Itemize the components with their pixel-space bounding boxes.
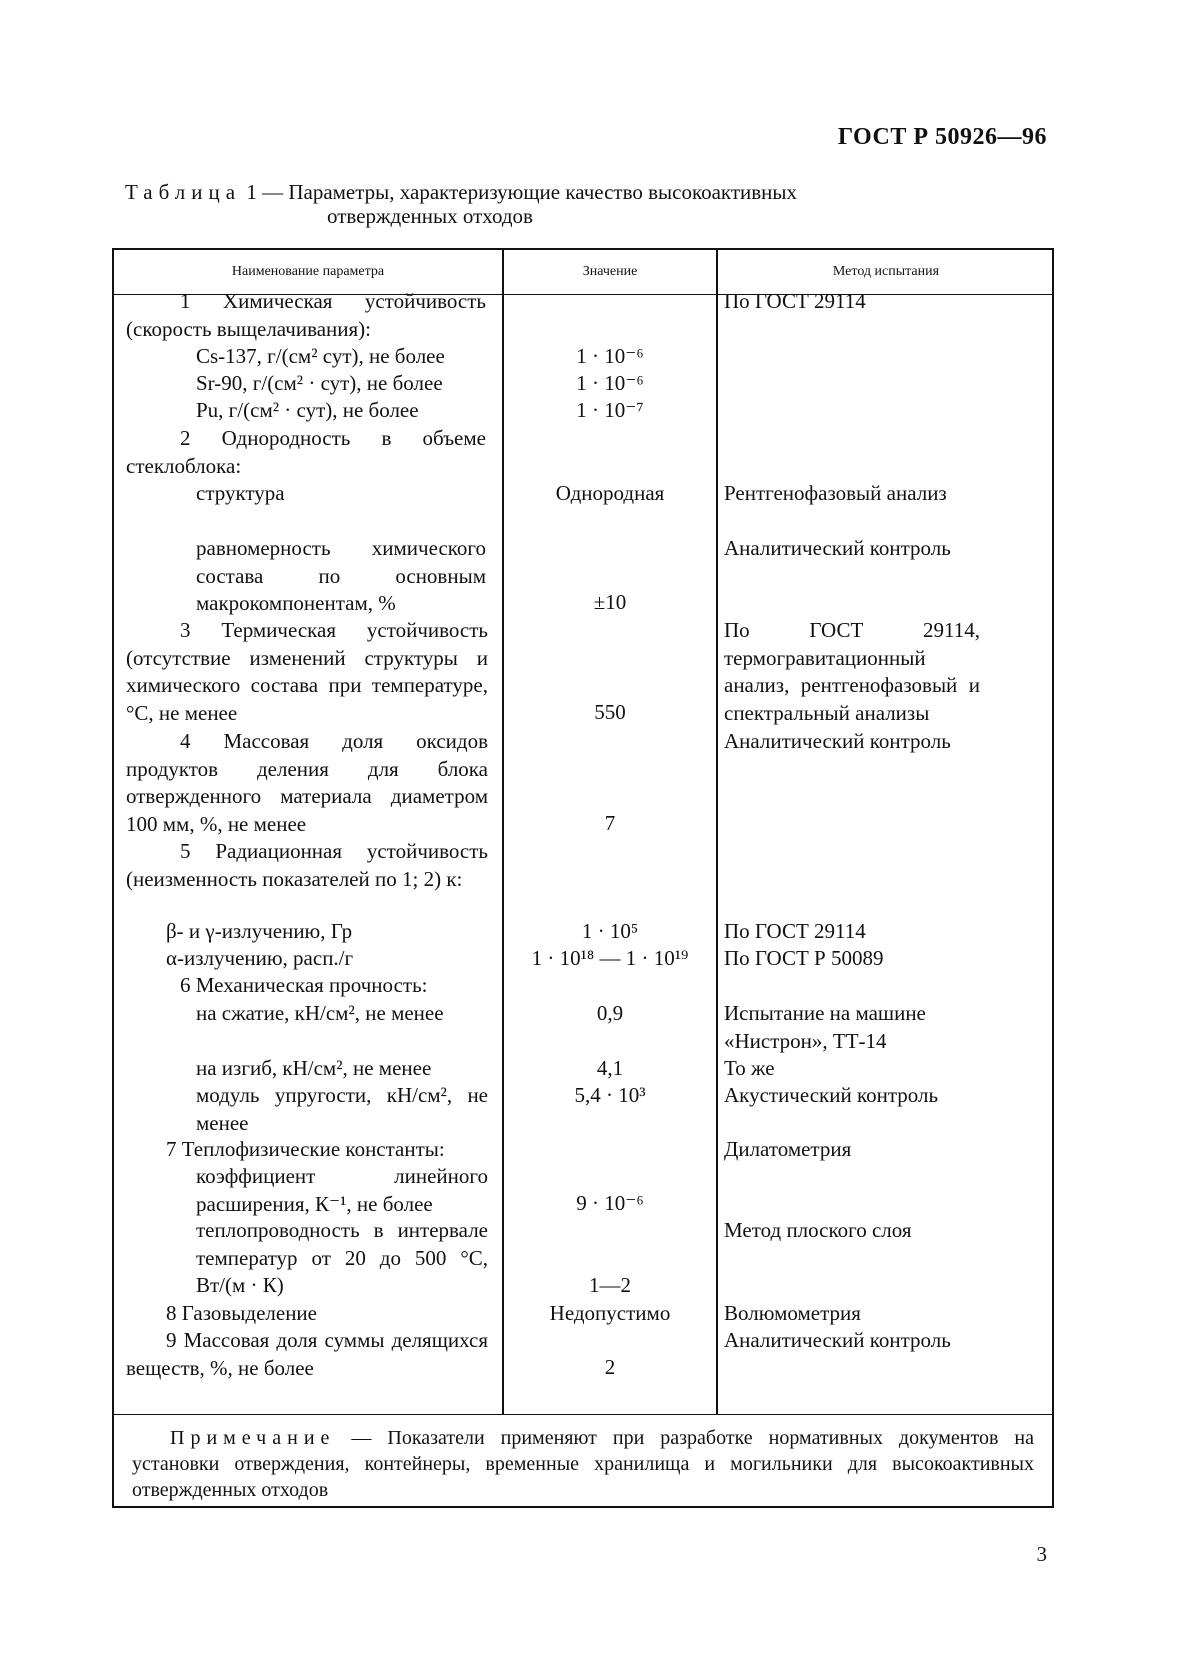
row-6-value: Однородная (555, 481, 665, 505)
row-11-method: По ГОСТ 29114 (724, 919, 866, 943)
row-6-name: структура (196, 481, 285, 505)
row-4-name: Pu, г/(см² · сут), не более (196, 398, 419, 422)
row-19-method: Метод плоского слоя (724, 1218, 912, 1242)
row-21-value: 2 (604, 1355, 616, 1379)
row-8-name: 3 Термическая устойчивость (отсутствие изменений структуры и химического состава при температуре, °С, не менее (126, 618, 488, 725)
row-15-name: на изгиб, кН/см², не менее (196, 1056, 432, 1080)
column-divider (716, 250, 718, 1414)
row-9-name: 4 Массовая доля оксидов продуктов деления для блока отвержденного материала диаметром 100 мм, %, не менее (126, 729, 488, 836)
caption-title-line2: отвержденных отходов (327, 204, 533, 228)
row-16-method: Акустический контроль (724, 1083, 939, 1107)
row-9-method: Аналитический контроль (724, 729, 951, 753)
row-17-name: 7 Теплофизические константы: (166, 1137, 445, 1161)
row-2-value: 1 · 10⁻⁶ (576, 344, 644, 368)
caption-number: 1 (246, 180, 257, 204)
document-id: ГОСТ Р 50926—96 (837, 124, 1047, 150)
row-6-method: Рентгенофазовый анализ (724, 481, 947, 505)
row-12-value: 1 · 10¹⁸ — 1 · 10¹⁹ (531, 946, 689, 970)
row-21-method: Аналитический контроль (724, 1328, 951, 1352)
row-14-value: 0,9 (596, 1001, 624, 1025)
row-20-name: 8 Газовыделение (166, 1301, 317, 1325)
row-1-name: 1 Химическая устойчивость (скорость выщелачивания): (126, 289, 486, 341)
row-14-method: Испытание на машине «Нистрон», ТТ-14 (724, 1001, 926, 1053)
row-8-value: 550 (594, 700, 626, 724)
table-caption (125, 180, 797, 228)
header-parameter-name: Наименование параметра (231, 264, 385, 279)
row-20-value: Недопустимо (549, 1301, 671, 1325)
row-8-method: По ГОСТ 29114, термогравитационный анализ, рентгенофазовый и спектральный анализы (724, 618, 980, 725)
caption-prefix: Таблица (125, 180, 242, 204)
row-7-name: равномерность химического состава по основным макрокомпонентам, % (196, 536, 486, 615)
row-20-method: Волюмометрия (724, 1301, 861, 1325)
row-3-name: Sr-90, г/(см² · сут), не более (196, 371, 443, 395)
row-1-method: По ГОСТ 29114 (724, 289, 866, 313)
row-9-value: 7 (604, 811, 616, 835)
row-16-value: 5,4 · 10³ (574, 1083, 646, 1107)
row-10-name: 5 Радиационная устойчивость (неизменность показателей по 1; 2) к: (126, 839, 488, 891)
row-12-method: По ГОСТ Р 50089 (724, 946, 884, 970)
row-2-name: Cs-137, г/(см² сут), не более (196, 344, 445, 368)
row-15-value: 4,1 (596, 1056, 624, 1080)
row-3-value: 1 · 10⁻⁶ (576, 371, 644, 395)
caption-title-line1: — Параметры, характеризующие качество высокоактивных (262, 180, 798, 204)
row-21-name: 9 Массовая доля суммы делящихся веществ, %, не более (126, 1328, 488, 1380)
row-13-name: 6 Механическая прочность: (180, 973, 428, 997)
row-18-value: 9 · 10⁻⁶ (576, 1191, 644, 1215)
row-5-name: 2 Однородность в объеме стеклоблока: (126, 426, 486, 478)
row-11-name: β- и γ-излучению, Гр (166, 919, 353, 943)
table-note (114, 1414, 1052, 1506)
row-16-name: модуль упругости, кН/см², не менее (196, 1083, 488, 1135)
note-text: — Показатели применяют при разработке нормативных документов на установки отверждения, контейнеры, временные хранилища и могильники для высокоактивных отвержденных отходов (132, 1427, 1034, 1501)
row-14-name: на сжатие, кН/см², не менее (196, 1001, 444, 1025)
row-11-value: 1 · 10⁵ (581, 919, 639, 943)
row-19-value: 1—2 (589, 1273, 631, 1297)
row-7-method: Аналитический контроль (724, 536, 951, 560)
row-7-value: ±10 (593, 590, 627, 614)
note-label: Примечание (170, 1427, 336, 1449)
row-12-name: α-излучению, расп./г (166, 946, 354, 970)
header-value: Значение (582, 264, 638, 279)
header-test-method: Метод испытания (832, 264, 940, 279)
row-19-name: теплопроводность в интервале температур от 20 до 500 °С, Вт/(м · К) (196, 1218, 488, 1297)
row-15-method: То же (724, 1056, 775, 1080)
parameters-table (112, 248, 1054, 1508)
row-4-value: 1 · 10⁻⁷ (576, 398, 644, 422)
row-17-method: Дилатометрия (724, 1137, 852, 1161)
row-18-name: коэффициент линейного расширения, К⁻¹, не более (196, 1164, 488, 1216)
page-number: 3 (1036, 1542, 1047, 1566)
